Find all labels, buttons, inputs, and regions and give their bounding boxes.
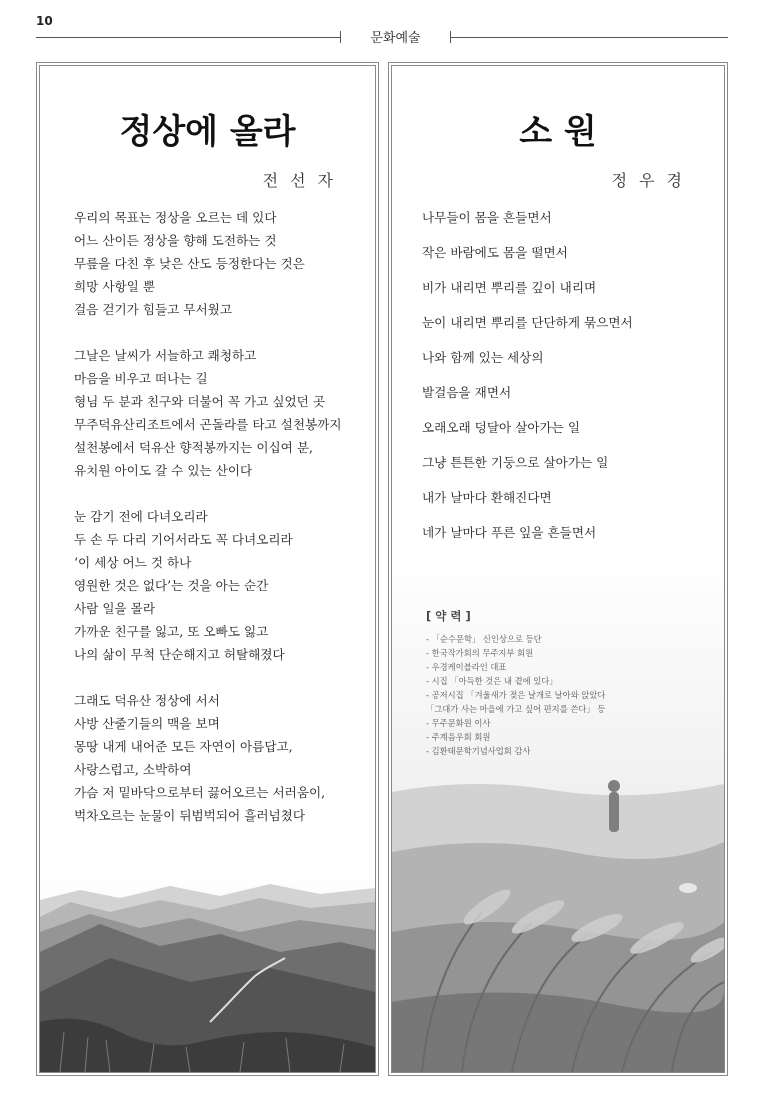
poem-line: ‘이 세상 어느 것 하나: [74, 555, 192, 570]
poem-line: 영원한 것은 없다’는 것을 아는 순간: [74, 578, 269, 593]
mountain-landscape-illustration: [40, 872, 375, 1072]
poem-line: 작은 바람에도 몸을 떨면서: [422, 245, 568, 260]
right-poem-body: [422, 206, 714, 556]
biography-item: - 시집 「아득한 것은 내 곁에 있다」: [426, 676, 558, 686]
right-poem-title: 소 원: [519, 112, 597, 152]
biography-item: - 김환태문학기념사업회 감사: [426, 746, 531, 756]
poem-line: 희망 사항일 뿐: [74, 279, 155, 294]
header-rule-left: [36, 37, 340, 38]
stanza-break: [74, 482, 363, 505]
stanza-break: [74, 666, 363, 689]
left-poem-panel: [36, 62, 379, 1076]
biography-item: - 「순수문학」 신인상으로 등단: [426, 634, 542, 644]
biography-item: - 한국작가회의 무주지부 회원: [426, 648, 534, 658]
stanza-break: [74, 321, 363, 344]
page-number: 10: [36, 14, 53, 28]
poem-line: 오래오래 덩달아 살아가는 일: [422, 420, 580, 435]
poem-line: 설천봉에서 덕유산 향적봉까지는 이십여 분,: [74, 440, 313, 455]
right-poem-panel: [388, 62, 728, 1076]
biography-item: 「그대가 사는 마을에 가고 싶어 편지를 쓴다」 등: [426, 704, 606, 714]
biography-item: - 우경케이블라인 대표: [426, 662, 507, 672]
poem-line: 내가 날마다 환해진다면: [422, 490, 552, 505]
poem-line: 네가 날마다 푸른 잎을 흔들면서: [422, 525, 597, 540]
poem-line: 어느 산이든 정상을 향해 도전하는 것: [74, 233, 277, 248]
left-poem-author: 전선자: [262, 171, 345, 190]
poem-line: 그냥 튼튼한 기둥으로 살아가는 일: [422, 455, 609, 470]
poem-line: 나무들이 몸을 흔들면서: [422, 210, 552, 225]
biography-heading: [ 약 력 ]: [426, 609, 471, 623]
biography-item: - 주계음우회 회원: [426, 732, 491, 742]
poem-line: 눈 감기 전에 다녀오리라: [74, 509, 208, 524]
poem-line: 그래도 덕유산 정상에 서서: [74, 693, 220, 708]
poem-line: 무주덕유산리조트에서 곤돌라를 타고 설천봉까지: [74, 417, 342, 432]
poem-line: 비가 내리면 뿌리를 깊이 내리며: [422, 280, 597, 295]
poem-line: 무릎을 다친 후 낮은 산도 등정한다는 것은: [74, 256, 305, 271]
poem-line: 나의 삶이 무척 단순해지고 허탈해졌다: [74, 647, 285, 662]
left-poem-body: [74, 206, 363, 827]
poem-line: 나와 함께 있는 세상의: [422, 350, 544, 365]
poem-line: 사람 일을 몰라: [74, 601, 155, 616]
poem-line: 사랑스럽고, 소박하여: [74, 762, 192, 777]
poem-line: 발걸음을 재면서: [422, 385, 512, 400]
left-poem-title: 정상에 올라: [119, 112, 296, 152]
poem-line: 가까운 친구를 잃고, 또 오빠도 잃고: [74, 624, 269, 639]
poem-line: 사방 산줄기들의 맥을 보며: [74, 716, 220, 731]
biography-item: - 무주문화원 이사: [426, 718, 491, 728]
poem-line: 유치원 아이도 갈 수 있는 산이다: [74, 463, 253, 478]
biography-item: - 공저시집 「겨울새가 젖은 날개로 날아와 앉았다: [426, 690, 606, 700]
poem-line: 걸음 걷기가 힘들고 무서웠고: [74, 302, 232, 317]
author-biography: [426, 608, 686, 758]
header-rule-right: [451, 37, 728, 38]
section-title: 문화예술: [370, 31, 421, 46]
poem-line: 몽땅 내게 내어준 모든 자연이 아름답고,: [74, 739, 293, 754]
biography-list: [426, 632, 686, 758]
poem-line: 형님 두 분과 친구와 더불어 꼭 가고 싶었던 곳: [74, 394, 326, 409]
poem-line: 우리의 목표는 정상을 오르는 데 있다: [74, 210, 277, 225]
poem-line: 벅차오르는 눈물이 뒤범벅되어 흘러넘쳤다: [74, 808, 305, 823]
poem-line: 그날은 날씨가 서늘하고 쾌청하고: [74, 348, 257, 363]
poem-line: 가슴 저 밑바닥으로부터 끓어오르는 서러움이,: [74, 785, 326, 800]
poem-line: 두 손 두 다리 기어서라도 꼭 다녀오리라: [74, 532, 293, 547]
right-poem-author: 정우경: [611, 171, 694, 190]
poem-line: 눈이 내리면 뿌리를 단단하게 묶으면서: [422, 315, 633, 330]
poem-line: 마음을 비우고 떠나는 길: [74, 371, 208, 386]
